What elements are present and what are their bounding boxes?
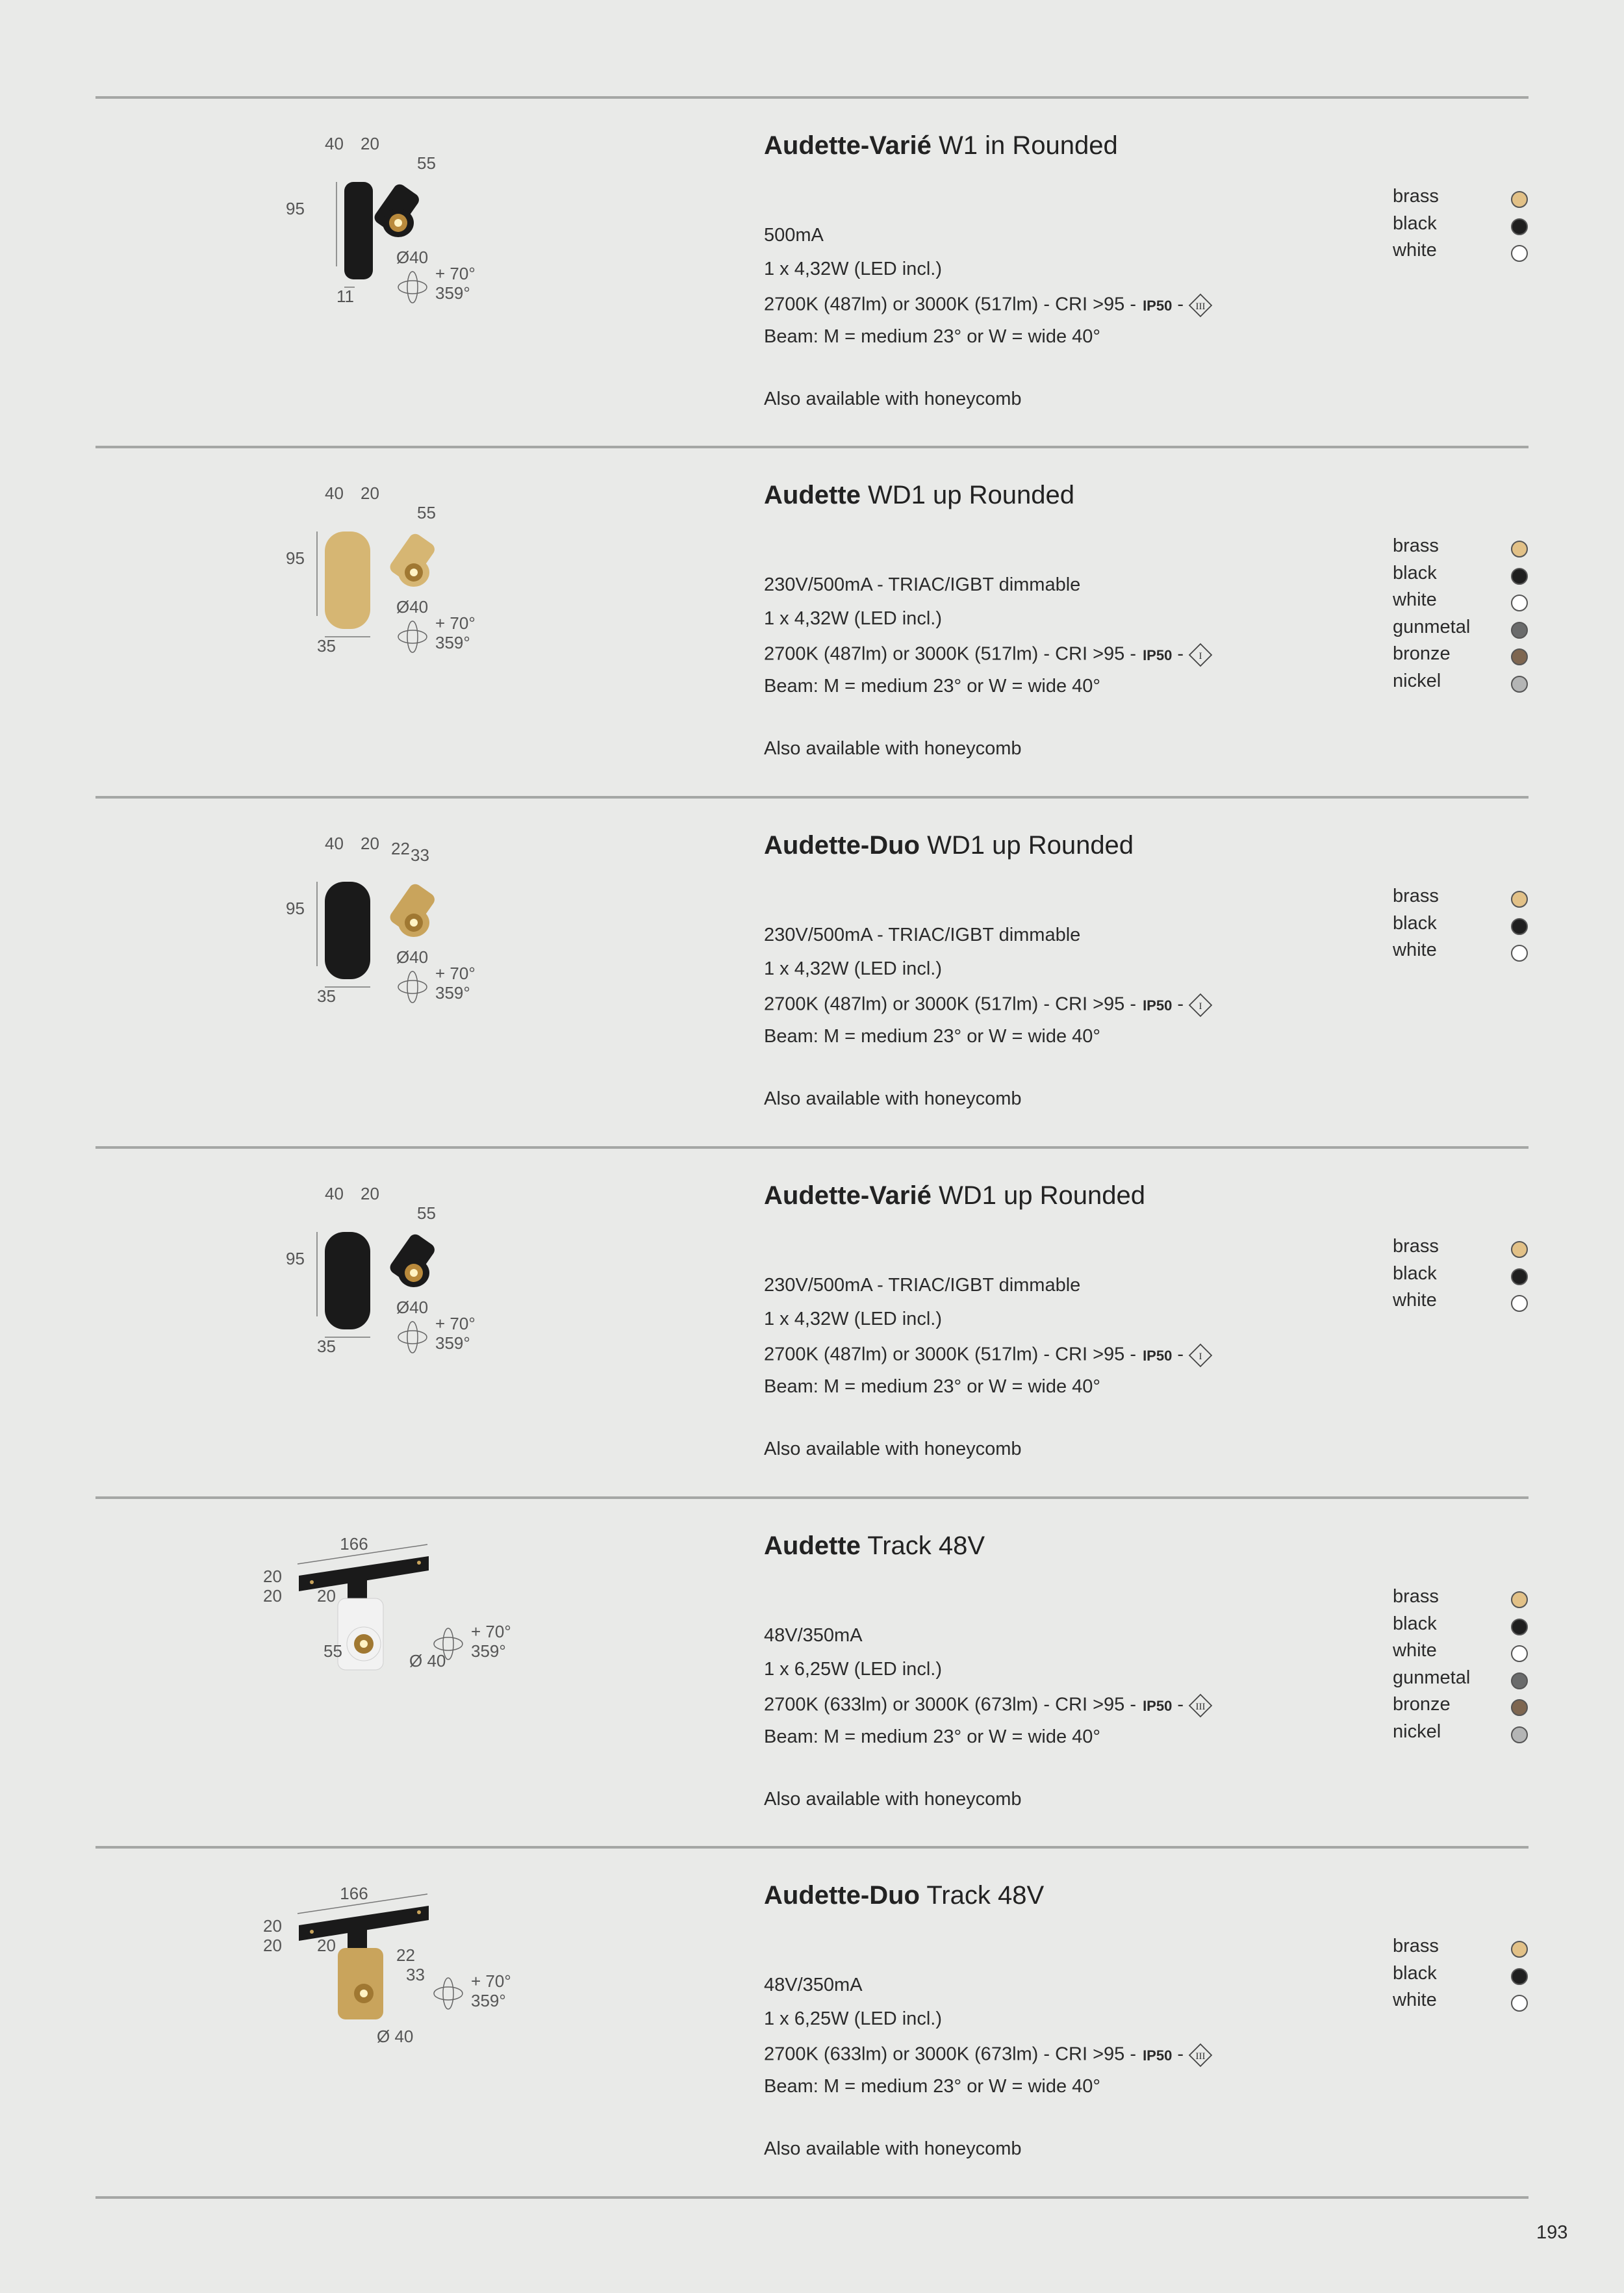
finish-swatch	[1511, 1295, 1528, 1312]
dimension-label: 20	[361, 486, 379, 503]
finish-option	[1393, 643, 1530, 671]
dimension-label: Ø40	[396, 597, 429, 617]
product-name: Audette-Varié	[764, 1181, 932, 1210]
finish-name: black	[1393, 212, 1437, 234]
spec-line: 1 x 4,32W (LED incl.)	[764, 259, 942, 279]
spec-line: 2700K (487lm) or 3000K (517lm) - CRI >95 - IP50 - I	[764, 992, 1213, 1018]
dimension-label: 359°	[435, 983, 470, 1003]
finish-swatch	[1511, 595, 1528, 611]
dimension-label: 40	[325, 136, 344, 153]
dimension-label: 95	[286, 1249, 305, 1268]
track-contact	[310, 1930, 314, 1934]
dimension-label: Ø40	[396, 947, 429, 967]
finish-option	[1393, 913, 1530, 940]
track-contact	[417, 1561, 421, 1565]
dimension-label: 20	[317, 1586, 336, 1606]
finish-option	[1393, 940, 1530, 967]
product-entry	[0, 97, 1624, 446]
finish-option	[1393, 535, 1530, 563]
dimension-label: 359°	[435, 633, 470, 652]
ip-rating: IP50	[1143, 297, 1173, 314]
product-title	[764, 1181, 1145, 1211]
finish-name: brass	[1393, 535, 1439, 556]
finish-list	[1393, 1586, 1530, 1748]
dimension-label: 22	[391, 839, 410, 858]
track-contact	[310, 1580, 314, 1584]
dimension-label: 55	[417, 503, 436, 522]
finish-list	[1393, 535, 1530, 697]
finish-option	[1393, 1263, 1530, 1290]
finish-swatch	[1511, 191, 1528, 208]
finish-list	[1393, 886, 1530, 967]
dimension-label: 166	[340, 1537, 368, 1554]
rotation-icon	[398, 980, 427, 993]
dimension-label: Ø 40	[377, 2027, 414, 2046]
finish-swatch	[1511, 648, 1528, 665]
dimension-label: 95	[286, 899, 305, 918]
dimension-label: 95	[286, 199, 305, 218]
spec-line: 48V/350mA	[764, 1625, 863, 1646]
dimension-label: 359°	[471, 1991, 506, 2010]
finish-swatch	[1511, 1591, 1528, 1608]
svg-text:I: I	[1199, 651, 1202, 661]
finish-option	[1393, 1721, 1530, 1749]
dimension-label: 359°	[471, 1641, 506, 1661]
finish-option	[1393, 1667, 1530, 1695]
finish-option	[1393, 1990, 1530, 2017]
dimension-label: 35	[317, 636, 336, 656]
ip-rating: IP50	[1143, 647, 1173, 663]
rotation-icon	[398, 1331, 427, 1344]
finish-option	[1393, 617, 1530, 644]
rotation-icon	[398, 630, 427, 643]
dimension-label: 40	[325, 836, 344, 853]
product-dimension-drawing	[247, 486, 585, 694]
finish-swatch	[1511, 1941, 1528, 1958]
tilt-icon	[407, 272, 418, 303]
svg-text:I: I	[1199, 1351, 1202, 1362]
spec-line: 2700K (633lm) or 3000K (673lm) - CRI >95 - IP50 - III	[764, 1693, 1213, 1719]
finish-option	[1393, 671, 1530, 698]
honeycomb-note: Also available with honeycomb	[764, 2138, 1022, 2159]
protection-class-icon	[1187, 1693, 1213, 1719]
finish-name: white	[1393, 1990, 1437, 2010]
rotation-icon	[434, 1987, 463, 2000]
finish-name: bronze	[1393, 1694, 1451, 1715]
svg-text:III: III	[1195, 301, 1206, 312]
spot-led	[410, 569, 418, 576]
finish-option	[1393, 213, 1530, 240]
spec-line: 2700K (487lm) or 3000K (517lm) - CRI >95 - IP50 - I	[764, 642, 1213, 668]
dimension-label: 33	[406, 1965, 425, 1984]
finish-name: brass	[1393, 1586, 1439, 1607]
product-name: Audette-Duo	[764, 1881, 920, 1910]
finish-name: black	[1393, 1262, 1437, 1284]
spec-line: 2700K (487lm) or 3000K (517lm) - CRI >95 - IP50 - III	[764, 292, 1213, 318]
spec-line: 1 x 6,25W (LED incl.)	[764, 1659, 942, 1680]
honeycomb-note: Also available with honeycomb	[764, 1789, 1022, 1810]
product-title	[764, 481, 1074, 510]
product-name: Audette-Varié	[764, 131, 932, 160]
finish-option	[1393, 886, 1530, 913]
spec-line: Beam: M = medium 23° or W = wide 40°	[764, 676, 1101, 697]
finish-option	[1393, 1963, 1530, 1990]
rotation-icon	[398, 281, 427, 294]
honeycomb-note: Also available with honeycomb	[764, 389, 1022, 409]
ip-rating: IP50	[1143, 1697, 1173, 1714]
svg-text:III: III	[1195, 1702, 1206, 1712]
product-entry	[0, 1147, 1624, 1496]
product-title	[764, 1531, 985, 1561]
dimension-label: 33	[411, 845, 429, 865]
spec-line: 1 x 4,32W (LED incl.)	[764, 1309, 942, 1329]
spot-led	[360, 1990, 368, 1997]
spec-line: 230V/500mA - TRIAC/IGBT dimmable	[764, 925, 1081, 945]
spec-line: Beam: M = medium 23° or W = wide 40°	[764, 2076, 1101, 2097]
finish-name: white	[1393, 1640, 1437, 1661]
product-variant: W1 in Rounded	[931, 131, 1118, 160]
dimension-label: + 70°	[435, 264, 476, 283]
product-dimension-drawing	[247, 1537, 585, 1745]
product-entry	[0, 447, 1624, 795]
dimension-label: 20	[361, 836, 379, 853]
spec-line: 500mA	[764, 225, 824, 246]
finish-name: white	[1393, 589, 1437, 610]
spec-line: Beam: M = medium 23° or W = wide 40°	[764, 1026, 1101, 1047]
finish-name: black	[1393, 912, 1437, 934]
product-dimension-drawing	[247, 836, 585, 1044]
spec-line: 1 x 6,25W (LED incl.)	[764, 2008, 942, 2029]
honeycomb-note: Also available with honeycomb	[764, 738, 1022, 759]
product-name: Audette	[764, 1531, 861, 1560]
honeycomb-note: Also available with honeycomb	[764, 1088, 1022, 1109]
page-number: 193	[1536, 2222, 1568, 2243]
product-entry	[0, 797, 1624, 1146]
finish-swatch	[1511, 891, 1528, 908]
finish-name: black	[1393, 562, 1437, 583]
finish-swatch	[1511, 568, 1528, 585]
spec-line: 2700K (633lm) or 3000K (673lm) - CRI >95 - IP50 - III	[764, 2042, 1213, 2068]
dimension-label: Ø 40	[409, 1651, 446, 1671]
finish-swatch	[1511, 245, 1528, 262]
dimension-label: 22	[396, 1945, 415, 1965]
finish-option	[1393, 1586, 1530, 1613]
finish-swatch	[1511, 1672, 1528, 1689]
finish-name: white	[1393, 1290, 1437, 1311]
protection-class-icon	[1187, 292, 1213, 318]
dimension-label: 35	[317, 986, 336, 1006]
finish-swatch	[1511, 1619, 1528, 1635]
tilt-icon	[407, 1322, 418, 1353]
dimension-label: 20	[263, 1936, 282, 1955]
dimension-label: 55	[417, 1203, 436, 1223]
finish-option	[1393, 1290, 1530, 1317]
finish-list	[1393, 1236, 1530, 1317]
dimension-label: 20	[361, 1186, 379, 1203]
finish-name: gunmetal	[1393, 1667, 1471, 1688]
product-variant: WD1 up Rounded	[931, 1181, 1145, 1210]
dimension-label: 55	[417, 153, 436, 173]
wall-base	[325, 882, 370, 979]
dimension-label: 20	[263, 1586, 282, 1606]
finish-option	[1393, 1694, 1530, 1721]
dimension-label: + 70°	[435, 964, 476, 983]
finish-swatch	[1511, 1645, 1528, 1662]
ip-rating: IP50	[1143, 997, 1173, 1014]
finish-option	[1393, 563, 1530, 590]
spec-line: 230V/500mA - TRIAC/IGBT dimmable	[764, 574, 1081, 595]
ip-rating: IP50	[1143, 2047, 1173, 2064]
product-dimension-drawing	[247, 1186, 585, 1394]
dimension-label: 40	[325, 486, 344, 503]
finish-name: gunmetal	[1393, 616, 1471, 637]
dimension-label: + 70°	[471, 1971, 511, 1991]
svg-text:III: III	[1195, 2051, 1206, 2062]
finish-name: brass	[1393, 1936, 1439, 1956]
finish-swatch	[1511, 918, 1528, 935]
spec-line: 1 x 4,32W (LED incl.)	[764, 958, 942, 979]
finish-name: brass	[1393, 1236, 1439, 1257]
spec-line: 48V/350mA	[764, 1975, 863, 1995]
dimension-label: + 70°	[435, 1314, 476, 1333]
spot-led	[410, 919, 418, 927]
finish-swatch	[1511, 1968, 1528, 1985]
finish-name: brass	[1393, 186, 1439, 207]
svg-text:I: I	[1199, 1001, 1202, 1012]
product-title	[764, 831, 1134, 860]
wall-base	[325, 532, 370, 629]
finish-name: brass	[1393, 886, 1439, 906]
finish-name: nickel	[1393, 1721, 1441, 1742]
finish-option	[1393, 186, 1530, 213]
finish-swatch	[1511, 676, 1528, 693]
finish-option	[1393, 240, 1530, 267]
finish-swatch	[1511, 1726, 1528, 1743]
finish-name: nickel	[1393, 670, 1441, 691]
finish-option	[1393, 1640, 1530, 1667]
dimension-label: 20	[263, 1567, 282, 1586]
dimension-label: 359°	[435, 1333, 470, 1353]
dimension-label: 11	[336, 287, 354, 306]
spec-line: 2700K (487lm) or 3000K (517lm) - CRI >95 - IP50 - I	[764, 1342, 1213, 1368]
spec-line: Beam: M = medium 23° or W = wide 40°	[764, 1376, 1101, 1397]
product-title	[764, 1881, 1044, 1910]
spec-line: Beam: M = medium 23° or W = wide 40°	[764, 326, 1101, 347]
wall-base	[325, 1232, 370, 1329]
honeycomb-note: Also available with honeycomb	[764, 1439, 1022, 1459]
dimension-label: 40	[325, 1186, 344, 1203]
dimension-label: + 70°	[471, 1622, 511, 1641]
dimension-label: 20	[361, 136, 379, 153]
protection-class-icon	[1187, 642, 1213, 668]
dimension-label: 95	[286, 548, 305, 568]
product-dimension-drawing	[247, 1886, 585, 2094]
spot-led	[410, 1269, 418, 1277]
product-title	[764, 131, 1118, 160]
wall-base	[344, 182, 373, 279]
spec-line: 230V/500mA - TRIAC/IGBT dimmable	[764, 1275, 1081, 1296]
dimension-label: 20	[317, 1936, 336, 1955]
finish-swatch	[1511, 1268, 1528, 1285]
finish-swatch	[1511, 541, 1528, 557]
tilt-icon	[407, 971, 418, 1003]
finish-option	[1393, 1936, 1530, 1963]
finish-swatch	[1511, 622, 1528, 639]
dimension-label: 359°	[435, 283, 470, 303]
tilt-icon	[407, 621, 418, 652]
product-name: Audette	[764, 481, 861, 509]
rotation-icon	[434, 1637, 463, 1650]
finish-name: black	[1393, 1962, 1437, 1984]
finish-name: bronze	[1393, 643, 1451, 664]
dimension-label: Ø40	[396, 248, 429, 267]
tilt-icon	[443, 1628, 453, 1659]
dimension-label: + 70°	[435, 613, 476, 633]
product-dimension-drawing	[247, 136, 585, 344]
finish-name: white	[1393, 940, 1437, 960]
dimension-label: Ø40	[396, 1298, 429, 1317]
finish-name: black	[1393, 1613, 1437, 1634]
product-variant: Track 48V	[860, 1531, 985, 1560]
product-variant: WD1 up Rounded	[860, 481, 1074, 509]
finish-swatch	[1511, 945, 1528, 962]
finish-list	[1393, 186, 1530, 267]
finish-option	[1393, 1613, 1530, 1641]
dimension-label: 166	[340, 1886, 368, 1903]
protection-class-icon	[1187, 1342, 1213, 1368]
adapter	[348, 1576, 367, 1602]
dimension-label: 55	[324, 1641, 342, 1661]
protection-class-icon	[1187, 992, 1213, 1018]
finish-swatch	[1511, 1995, 1528, 2012]
finish-option	[1393, 1236, 1530, 1263]
product-variant: WD1 up Rounded	[919, 831, 1134, 860]
adapter	[348, 1925, 367, 1951]
dimension-label: 20	[263, 1916, 282, 1936]
finish-swatch	[1511, 218, 1528, 235]
finish-list	[1393, 1936, 1530, 2017]
spot-led	[394, 219, 402, 227]
track-contact	[417, 1910, 421, 1914]
finish-option	[1393, 589, 1530, 617]
spec-line: 1 x 4,32W (LED incl.)	[764, 608, 942, 629]
product-entry	[0, 1498, 1624, 1846]
spot-led	[360, 1640, 368, 1648]
dimension-label: 35	[317, 1337, 336, 1356]
protection-class-icon	[1187, 2042, 1213, 2068]
product-entry	[0, 1847, 1624, 2196]
product-variant: Track 48V	[919, 1881, 1045, 1910]
spec-line: Beam: M = medium 23° or W = wide 40°	[764, 1726, 1101, 1747]
product-name: Audette-Duo	[764, 831, 920, 860]
tilt-icon	[443, 1978, 453, 2009]
ip-rating: IP50	[1143, 1347, 1173, 1364]
finish-swatch	[1511, 1699, 1528, 1716]
finish-swatch	[1511, 1241, 1528, 1258]
finish-name: white	[1393, 240, 1437, 261]
divider	[95, 2196, 1529, 2199]
